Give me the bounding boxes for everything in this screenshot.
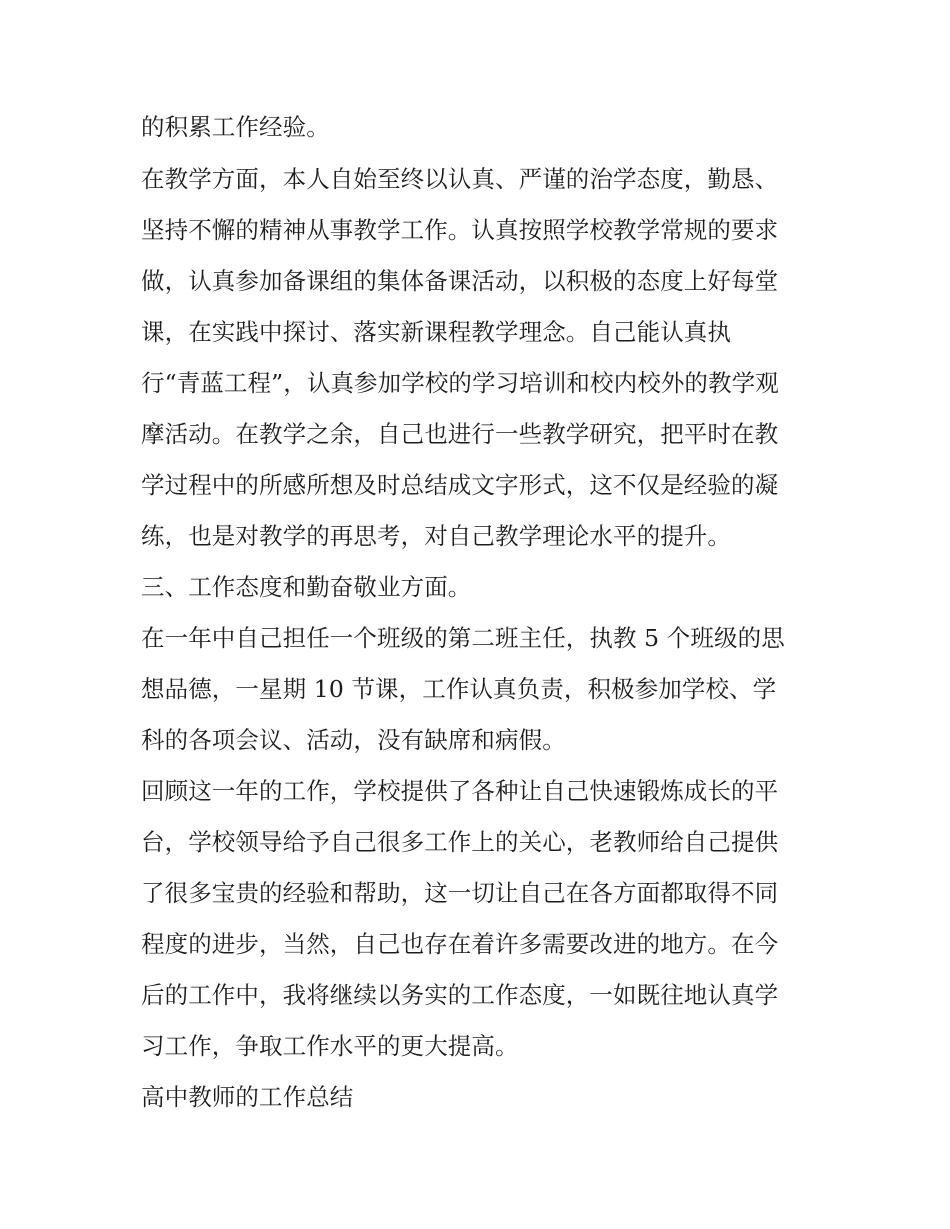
text-line: 行“青蓝工程”，认真参加学校的学习培训和校内校外的教学观 xyxy=(141,369,779,397)
text-line: 程度的进步，当然，自己也存在着许多需要改进的地方。在今 xyxy=(141,930,779,958)
text-line: 后的工作中，我将继续以务实的工作态度，一如既往地认真学 xyxy=(141,981,779,1009)
text-line: 台，学校领导给予自己很多工作上的关心，老教师给自己提供 xyxy=(141,828,779,856)
text-line: 学过程中的所感所想及时总结成文字形式，这不仅是经验的凝 xyxy=(141,471,779,499)
text-line: 习工作，争取工作水平的更大提高。 xyxy=(141,1032,519,1060)
text-line: 回顾这一年的工作，学校提供了各种让自己快速锻炼成长的平 xyxy=(141,777,779,805)
text-line: 了很多宝贵的经验和帮助，这一切让自己在各方面都取得不同 xyxy=(141,879,779,907)
text-line: 在一年中自己担任一个班级的第二班主任，执教 5 个班级的思 xyxy=(141,624,785,652)
document-title: 高中教师的工作总结 xyxy=(141,1083,354,1111)
text-line: 课，在实践中探讨、落实新课程教学理念。自己能认真执 xyxy=(141,318,731,346)
text-line: 坚持不懈的精神从事教学工作。认真按照学校教学常规的要求 xyxy=(141,216,779,244)
text-line: 想品德，一星期 10 节课，工作认真负责，积极参加学校、学 xyxy=(141,675,777,703)
section-heading: 三、工作态度和勤奋敬业方面。 xyxy=(141,573,472,601)
text-line: 在教学方面，本人自始至终以认真、严谨的治学态度，勤恳、 xyxy=(141,165,779,193)
text-line: 练，也是对教学的再思考，对自己教学理论水平的提升。 xyxy=(141,522,731,550)
text-line: 科的各项会议、活动，没有缺席和病假。 xyxy=(141,726,566,754)
text-line: 摩活动。在教学之余，自己也进行一些教学研究，把平时在教 xyxy=(141,420,779,448)
text-line: 的积累工作经验。 xyxy=(141,113,330,141)
text-line: 做，认真参加备课组的集体备课活动，以积极的态度上好每堂 xyxy=(141,267,779,295)
